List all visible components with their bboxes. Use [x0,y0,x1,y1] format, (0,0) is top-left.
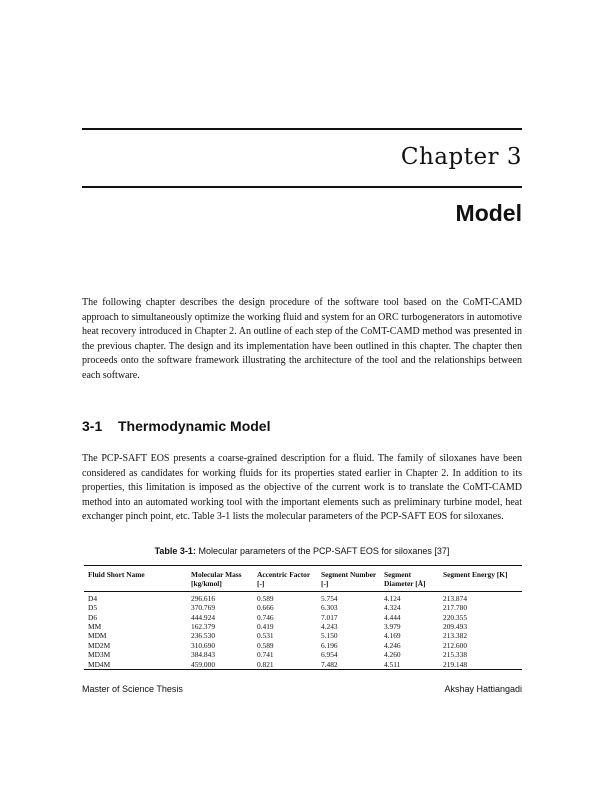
header-accentric-factor: Accentric Factor [-] [257,570,311,589]
table-row [84,660,522,670]
table-cell: 3.979 [384,622,401,632]
table-cell: MD3M [88,650,111,660]
top-rule [82,128,522,130]
table-cell: 7.482 [321,659,338,669]
footer-thesis-label: Master of Science Thesis [82,684,183,694]
table-cell: MDM [88,631,107,641]
table-cell: 220.355 [443,612,468,622]
header-segment-number: Segment Number [-] [321,570,377,589]
section-heading [82,418,270,434]
table-caption-label: Table 3-1: [154,546,196,556]
table-cell: 162.379 [191,622,216,632]
table-row [84,613,522,622]
table-cell: 0.531 [257,631,274,641]
table-cell: 0.821 [257,659,274,669]
table-row [84,631,522,640]
section-number: 3-1 [82,418,103,434]
table-cell: 213.874 [443,593,468,603]
table-row [84,603,522,612]
table-cell: 4.243 [321,622,338,632]
table-cell: 0.589 [257,593,274,603]
table-cell: 0.741 [257,650,274,660]
table-cell: 212.600 [443,640,468,650]
table-cell: 7.017 [321,612,338,622]
table-row [84,650,522,659]
table-cell: 384.843 [191,650,216,660]
table-cell: 209.493 [443,622,468,632]
table-cell: 4.444 [384,612,401,622]
table-row [84,641,522,650]
table-cell: 370.769 [191,603,216,613]
table-cell: 310.690 [191,640,216,650]
table-cell: 0.419 [257,622,274,632]
table-cell: 0.589 [257,640,274,650]
table-caption [82,546,522,556]
middle-rule [82,186,522,188]
table-cell: 4.324 [384,603,401,613]
intro-paragraph: The following chapter describes the design procedure of the software tool based on the CoMT-CAMD approach to simultaneously optimize the working fluid and system for an ORC turbogenerators in automotive heat recovery introduced in Chapter 2. An outline of each step of the CoMT-CAMD method was presented in the previous chapter. The design and its implementation have been outlined in this chapter. The chapter then proceeds onto the software framework illustrating the architecture of the tool and the relationships between each software. [82,297,522,381]
chapter-title: Model [455,200,522,226]
table-cell: D4 [88,593,98,603]
table-cell: 213.382 [443,631,468,641]
table-cell: MD4M [88,659,111,669]
table-cell: 215.338 [443,650,468,660]
table-cell: MD2M [88,640,111,650]
section-title: Thermodynamic Model [118,418,271,434]
footer-author: Akshay Hattiangadi [444,684,522,694]
table-cell: 444.924 [191,612,216,622]
header-molecular-mass: Molecular Mass [kg/kmol] [191,570,242,589]
table-caption-text: Molecular parameters of the PCP-SAFT EOS for siloxanes [37] [198,546,450,556]
table-cell: 236.530 [191,631,216,641]
table-cell: D6 [88,612,98,622]
table-cell: 4.124 [384,593,401,603]
header-segment-energy: Segment Energy [K] [443,570,508,579]
parameters-table [84,565,522,670]
table-cell: 459.000 [191,659,216,669]
table-cell: 6.303 [321,603,338,613]
table-row [84,591,522,603]
table-cell: 5.150 [321,631,338,641]
table-cell: 6.954 [321,650,338,660]
header-segment-diameter: Segment Diameter [Å] [384,570,426,589]
table-cell: 5.754 [321,593,338,603]
table-cell: 0.746 [257,612,274,622]
table-cell: 219.148 [443,659,468,669]
table-cell: 6.196 [321,640,338,650]
table-cell: 0.666 [257,603,274,613]
table-cell: 4.246 [384,640,401,650]
section-paragraph: The PCP-SAFT EOS presents a coarse-grained description for a fluid. The family of siloxanes have been considered as candidates for working fluids for its properties stated earlier in Chapter 2. In addition to its properties, this limitation is imposed as the objective of the current work is to translate the CoMT-CAMD method into an automated working tool with the important elements such as preliminary turbine model, heat exchanger pinch point, etc. Table 3-1 lists the molecular parameters of the PCP-SAFT EOS for siloxanes. [82,453,522,523]
table-cell: 296.616 [191,593,216,603]
table-cell: 4.511 [384,659,401,669]
table-cell: D5 [88,603,98,613]
chapter-label: Chapter 3 [400,144,522,170]
header-fluid-short-name: Fluid Short Name [88,570,145,579]
table-cell: MM [88,622,102,632]
table-row [84,622,522,631]
table-header-row [84,566,522,592]
table-cell: 217.780 [443,603,468,613]
table-cell: 4.260 [384,650,401,660]
table-cell: 4.169 [384,631,401,641]
